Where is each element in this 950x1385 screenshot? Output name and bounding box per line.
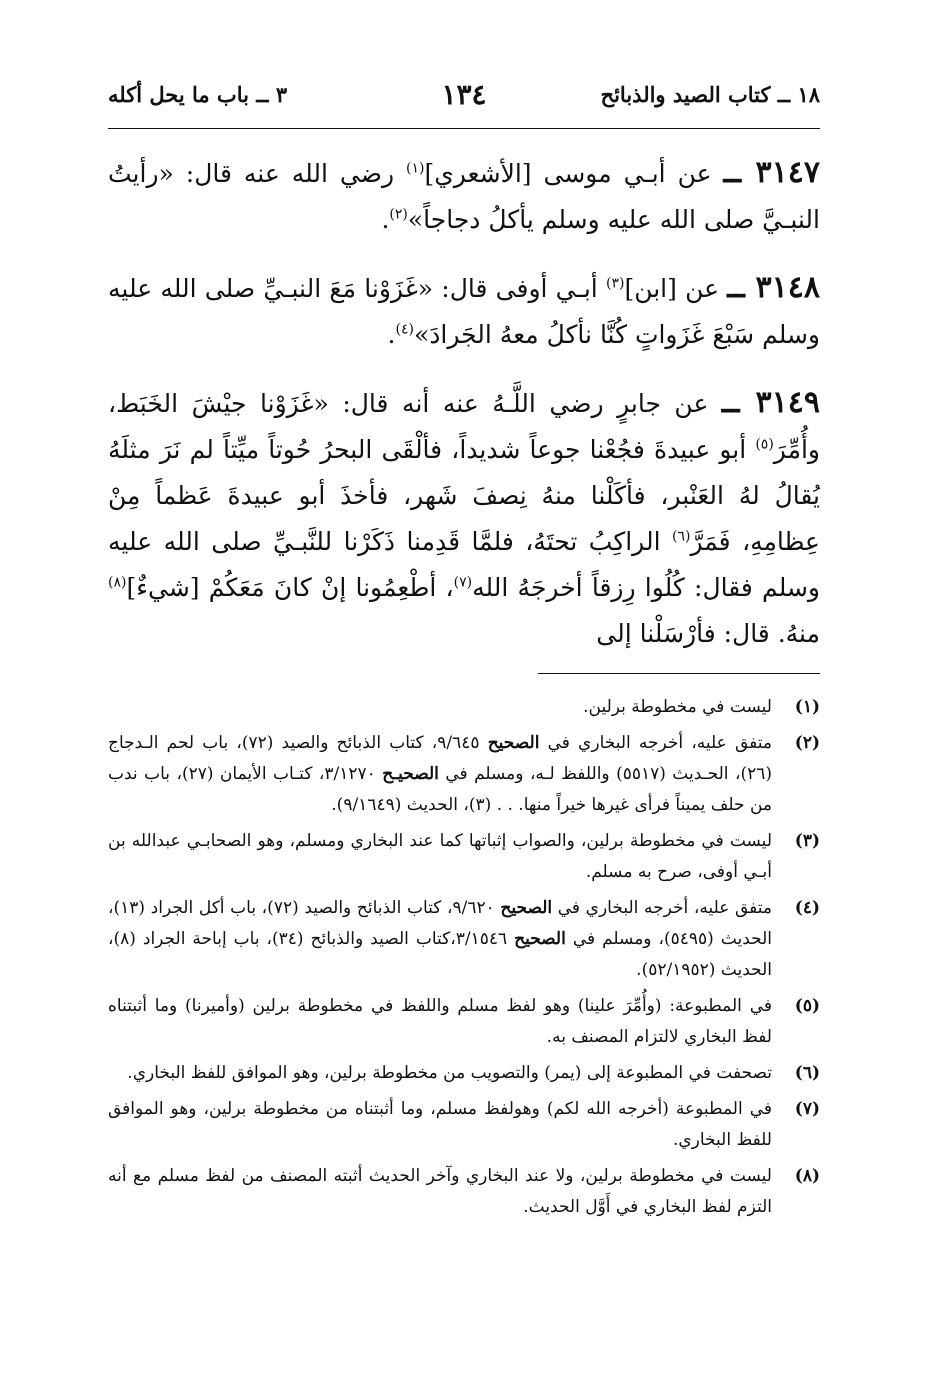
- footnote-number: (١): [794, 697, 820, 717]
- footnote-ref: (٤): [395, 321, 414, 338]
- footnote-ref: (٨): [108, 574, 127, 591]
- footnote-number: (٣): [794, 831, 820, 851]
- hadith-text: .: [387, 320, 396, 349]
- footnote-ref: (٧): [453, 574, 473, 591]
- footnote-text: متفق عليه، أخرجه البخاري في: [552, 898, 772, 918]
- footnote-ref: (٥): [755, 436, 774, 453]
- chapter-title: ١٨ ــ كتاب الصيد والذبائح: [600, 82, 820, 107]
- page-number: ١٣٤: [441, 78, 487, 111]
- running-header: [108, 78, 820, 128]
- footnote-8: [108, 1161, 820, 1223]
- hadith-number: ٣١٤٧ ــ: [723, 155, 820, 190]
- footnote-text: ليست في مخطوطة برلين، ولا عند البخاري وآخر الحديث أثبته المصنف من لفظ مسلم مع أنه التزم لفظ البخاري في أَوَّل الحديث.: [108, 1166, 772, 1217]
- footnote-text: في المطبوعة: (وأُمِّرَ علينا) وهو لفظ مسلم واللفظ في مخطوطة برلين (وأميرنا) وما أثبتناه لفظ البخاري لالتزام المصنف به.: [108, 996, 772, 1047]
- hadith-text: الراكِبُ تحتَهُ، فلمَّا قَدِمنا ذَكَرْنا للنَّبـيِّ صلى الله عليه وسلم فقال: كُلُوا رِزقاً أخرجَهُ الله: [108, 527, 820, 602]
- source-title: الصحيح: [514, 929, 566, 949]
- footnote-5: [108, 991, 820, 1053]
- footnote-text: متفق عليه، أخرجه البخاري في: [539, 733, 772, 753]
- footnote-text: تصحفت في المطبوعة إلى (يمر) والتصويب من مخطوطة برلين، وهو الموافق للفظ البخاري.: [127, 1063, 772, 1083]
- footnote-text: ليست في مخطوطة برلين، والصواب إثباتها كما عند البخاري ومسلم، وهو الصحابـي عبدالله بن أبـي أوفى، صرح به مسلم.: [108, 831, 772, 882]
- footnote-number: (٨): [794, 1166, 820, 1186]
- footnote-1: [108, 692, 820, 723]
- section-title: ٣ ــ باب ما يحل أكله: [108, 82, 288, 107]
- header-divider: [108, 128, 820, 129]
- hadith-number: ٣١٤٨ ــ: [727, 270, 820, 305]
- hadith-text: منهُ. قال: فأرْسَلْنا إلى: [596, 619, 820, 648]
- hadith-3149: [108, 380, 820, 657]
- source-title: الصحيـح: [382, 764, 439, 784]
- hadith-text: .: [381, 205, 390, 234]
- hadith-text: عن أبـي موسى [الأشعري]: [424, 159, 724, 188]
- footnote-ref: (٣): [605, 275, 625, 292]
- footnote-number: (٦): [794, 1063, 820, 1083]
- footnote-text: ٩/٦٢٠، كتاب الذبائح والصيد (٧٢)، باب أكل الجراد (١٣)، الحديث (٥٤٩٥)، ومسلم في: [108, 898, 772, 949]
- footnote-3: [108, 826, 820, 888]
- source-title: الصحيح: [500, 898, 553, 918]
- footnote-text: ٩/٦٤٥، كتاب الذبائح والصيد (٧٢)، باب لحم الـدجاج (٢٦)، الحـديث (٥٥١٧) واللفظ لـه، ومسلم في: [108, 733, 772, 784]
- main-text: [108, 150, 820, 679]
- footnote-ref: (٦): [671, 528, 691, 545]
- hadith-text: ، أطْعِمُونا إنْ كانَ مَعَكُمْ [شيءٌ]: [126, 573, 454, 602]
- footnote-2: [108, 728, 820, 821]
- source-title: الصحيح: [487, 733, 540, 753]
- footnote-ref: (٢): [389, 206, 408, 223]
- footnote-text: ليست في مخطوطة برلين.: [583, 697, 772, 717]
- hadith-text: عن جابرٍ رضي اللَّـهُ عنه أنه قال: «غَزَوْنا جيْشَ الخَبَط، وأُمِّرَ: [108, 389, 820, 464]
- footnote-text: ٣/١٢٧٠، كتـاب الأيمان (٢٧)، باب ندب من حلف يميناً فرأى غيرها خيراً منها. . . (٣)، الحديث (٩/١٦٤٩).: [108, 764, 772, 815]
- footnote-text: في المطبوعة (أخرجه الله لكم) وهولفظ مسلم، وما أثبتناه من مخطوطة برلين، وهو الموافق للفظ البخاري.: [108, 1099, 772, 1150]
- footnote-number: (٤): [794, 898, 820, 918]
- footnote-6: [108, 1058, 820, 1089]
- footnote-number: (٧): [794, 1099, 820, 1119]
- footnote-ref: (١): [406, 160, 425, 177]
- hadith-text: أبو عبيدةَ فجُعْنا جوعاً شديداً، فألْقَى البحرُ حُوتاً ميِّتاً لم نَرَ مثلَهُ يُقالُ لهُ العَنْبر، فأكَلْنا منهُ نِصفَ شَهر، فأخذَ أبو عبيدةَ عَظماً مِنْ عِظامِهِ، فَمَرَّ: [108, 435, 820, 556]
- hadith-text: أبـي أوفى قال: «غَزَوْنا مَعَ النبـيِّ صلى الله عليه وسلم سَبْعَ غَزَواتٍ كُنَّا نأكلُ معهُ الجَرادَ»: [108, 274, 820, 349]
- footnote-number: (٢): [794, 733, 820, 753]
- hadith-text: رضي الله عنه قال: «رأيتُ النبـيَّ صلى الله عليه وسلم يأكلُ دجاجاً»: [108, 159, 820, 234]
- hadith-text: عن [ابن]: [624, 274, 728, 303]
- hadith-3148: [108, 265, 820, 358]
- hadith-number: ٣١٤٩ ــ: [721, 385, 820, 420]
- footnote-number: (٥): [794, 996, 820, 1016]
- footnote-divider: [538, 673, 820, 674]
- footnotes: [108, 692, 820, 1228]
- footnote-7: [108, 1094, 820, 1156]
- hadith-3147: [108, 150, 820, 243]
- footnote-4: [108, 893, 820, 986]
- footnote-text: ٣/١٥٤٦،كتاب الصيد والذبائح (٣٤)، باب إباحة الجراد (٨)، الحديث (٥٢/١٩٥٢).: [108, 929, 772, 980]
